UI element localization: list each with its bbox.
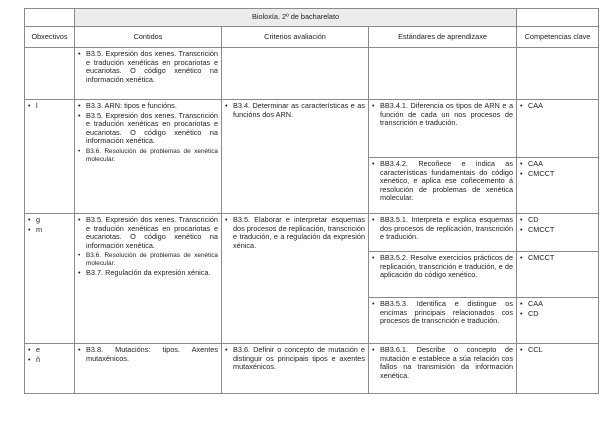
list-item: • B3.3. ARN: tipos e funcións.: [78, 102, 218, 111]
cell-estandares: [369, 344, 517, 394]
list-item: • B3.6. Resolución de problemas de xenética molecular.: [78, 252, 218, 268]
cell-obxectivos: [25, 344, 75, 394]
table-row: [25, 100, 599, 158]
cell-competencias: [517, 344, 599, 394]
list-item: • BB3.6.1. Describe o concepto de mutación e establece a súa relación cos fallos na transmisión da información xenética.: [372, 346, 513, 380]
list-item: • B3.6. Definir o concepto de mutación e distinguir os principais tipos e axentes mutaxénicos.: [225, 346, 365, 372]
list-item: • BB3.4.1. Diferencia os tipos de ARN e a función de cada un nos procesos de transcrición e tradución.: [372, 102, 513, 128]
list-item: • B3.7. Regulación da expresión xénica.: [78, 269, 218, 278]
list-item: • CMCCT: [520, 170, 595, 179]
header-competencias: Competencias clave: [517, 27, 599, 48]
list-item: • B3.5. Expresión dos xenes. Transcrición e tradución xenéticas en procariotas e eucariotas. O código xenético na información xenética.: [78, 216, 218, 250]
cell-estandares: [369, 252, 517, 298]
list-item: • B3.8. Mutacións: tipos. Axentes mutaxénicos.: [78, 346, 218, 363]
list-item: • BB3.5.3. Identifica e distingue os encimas principais relacionados cos procesos de transcrición e tradución.: [372, 300, 513, 326]
list-item: • CD: [520, 216, 595, 225]
list-item: • ñ: [28, 356, 71, 365]
cell-estandares: [369, 298, 517, 344]
cell-estandares: [369, 48, 517, 100]
table-row: [25, 344, 599, 394]
list-item: • B3.4. Determinar as características e as funcións dos ARN.: [225, 102, 365, 119]
table-row: [25, 214, 599, 252]
list-item: • CCL: [520, 346, 595, 355]
cell-competencias: [517, 214, 599, 252]
cell-competencias: [517, 48, 599, 100]
list-item: • B3.5. Expresión dos xenes. Transcrición e tradución xenéticas en procariotas e eucariotas. O código xenético na información xenética.: [78, 112, 218, 146]
cell-competencias: [517, 100, 599, 158]
cell-obxectivos: [25, 214, 75, 344]
cell-criterios: [222, 48, 369, 100]
list-item: • B3.5. Expresión dos xenes. Transcrición e tradución xenéticas en procariotas e eucariotas. O código xenético na información xenética.: [78, 50, 218, 84]
list-item: • CAA: [520, 160, 595, 169]
header-obxectivos: Obxectivos: [25, 27, 75, 48]
title-empty-cell-right: [517, 9, 599, 27]
cell-estandares: [369, 158, 517, 214]
curriculum-table: [24, 8, 599, 394]
list-item: • BB3.5.2. Resolve exercicios prácticos de replicación, transcrición e tradución, e de aplicación do código xenético.: [372, 254, 513, 280]
cell-estandares: [369, 100, 517, 158]
table-title-row: [25, 9, 599, 27]
cell-competencias: [517, 298, 599, 344]
cell-criterios: [222, 344, 369, 394]
cell-criterios: [222, 100, 369, 214]
list-item: • l: [28, 102, 71, 111]
list-item: • B3.6. Resolución de problemas de xenética molecular.: [78, 148, 218, 164]
cell-estandares: [369, 214, 517, 252]
table-header-row: [25, 27, 599, 48]
cell-obxectivos: [25, 100, 75, 214]
header-contidos: Contidos: [75, 27, 222, 48]
cell-contidos: [75, 48, 222, 100]
header-criterios: Criterios avaliación: [222, 27, 369, 48]
cell-obxectivos: [25, 48, 75, 100]
cell-criterios: [222, 214, 369, 344]
cell-competencias: [517, 252, 599, 298]
table-title: Bioloxía. 2º de bacharelato: [75, 9, 517, 27]
list-item: • BB3.5.1. Interpreta e explica esquemas dos procesos de replicación, transcrición e tradución.: [372, 216, 513, 242]
list-item: • e: [28, 346, 71, 355]
title-empty-cell: [25, 9, 75, 27]
cell-contidos: [75, 214, 222, 344]
list-item: • m: [28, 226, 71, 235]
list-item: • g: [28, 216, 71, 225]
list-item: • CAA: [520, 300, 595, 309]
list-item: • CD: [520, 310, 595, 319]
list-item: • CAA: [520, 102, 595, 111]
cell-contidos: [75, 100, 222, 214]
cell-competencias: [517, 158, 599, 214]
header-estandares: Estándares de aprendizaxe: [369, 27, 517, 48]
list-item: • BB3.4.2. Recoñece e indica as características fundamentais do código xenético, e aplica ese coñecemento á resolución de problemas de xenética molecular.: [372, 160, 513, 203]
list-item: • CMCCT: [520, 226, 595, 235]
list-item: • B3.5. Elaborar e interpretar esquemas dos procesos de replicación, transcrición e tradución, e a regulación da expresión xénica.: [225, 216, 365, 250]
cell-contidos: [75, 344, 222, 394]
table-row: [25, 48, 599, 100]
list-item: • CMCCT: [520, 254, 595, 263]
